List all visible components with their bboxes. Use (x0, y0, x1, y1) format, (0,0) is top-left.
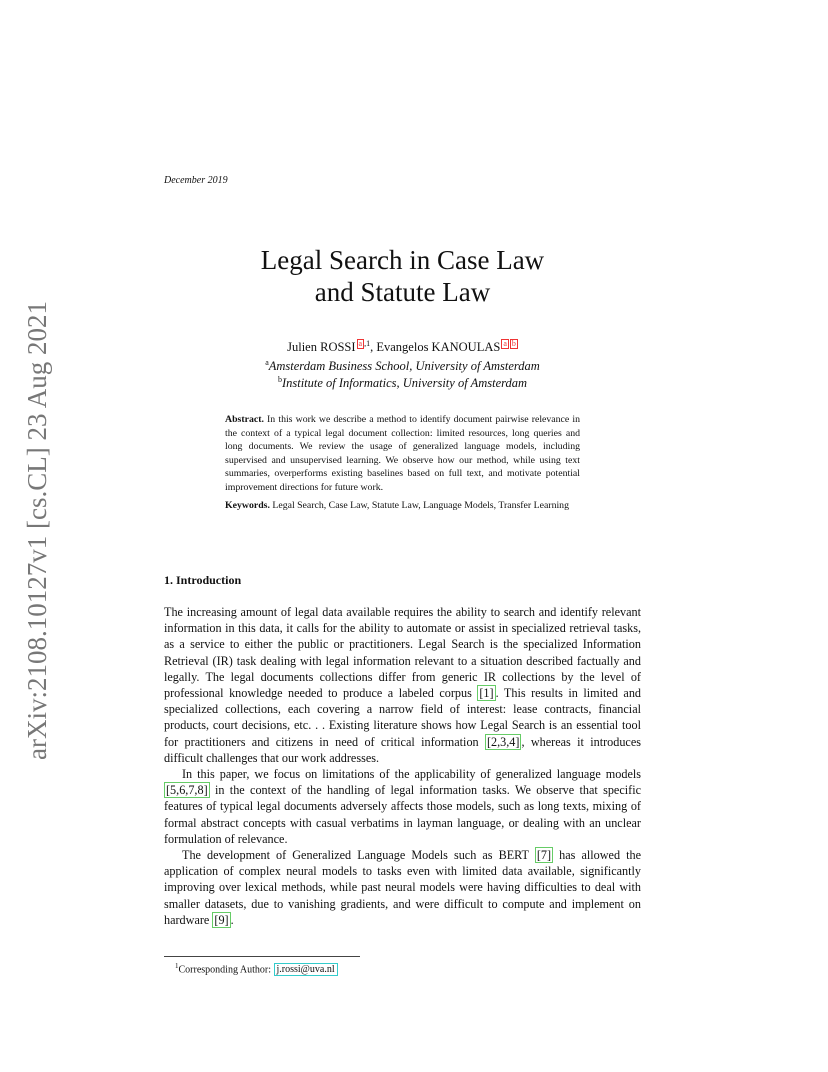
keywords-label: Keywords. (225, 500, 270, 511)
affiliation-mark: b (277, 375, 282, 384)
paragraph-text: The increasing amount of legal data available requires the ability to search and identify relevant information in this data, it calls for the ability to automate or assist in specialized retrieval tasks, as a service to either the public or practitioners. Legal Search is the specialized Information Retrieval (IR) task dealing with legal information relevant to a situation described factually and legally. The legal documents collections differ from generic IR collections by the level of professional knowledge needed to produce a labeled corpus (164, 605, 641, 701)
keywords-text: Legal Search, Case Law, Statute Law, Language Models, Transfer Learning (272, 500, 569, 511)
affiliation-b (164, 375, 641, 391)
email-link[interactable]: j.rossi@uva.nl (274, 963, 338, 976)
affiliation-link[interactable]: b (511, 339, 516, 348)
date: December 2019 (164, 175, 228, 186)
paragraph-text: has allowed the application of complex neural models to tasks even with limited data available, significantly improving over lexical methods, while past neural models were having difficulties to deal with smaller datasets, due to vanishing gradients, and were difficult to compute and implement on hardware (164, 848, 642, 927)
paper-title (164, 244, 641, 308)
paragraph-text: in the context of the handling of legal information tasks. We observe that specific features of typical legal documents adversely affects those models, such as long texts, mixing of formal abstract concepts with casual verbatims in layman language, or dealing with an unclear formulation of relevance. (164, 783, 641, 846)
paragraph-1 (164, 604, 641, 766)
affiliation-text: Amsterdam Business School, University of Amsterdam (268, 359, 540, 374)
footnote (175, 962, 338, 975)
citation-link[interactable]: [7] (536, 848, 552, 863)
paragraph-3 (164, 847, 641, 928)
author-2: Evangelos KANOULAS (376, 340, 501, 355)
author-separator: , (370, 340, 377, 355)
paragraph-text: The development of Generalized Language Models such as BERT (182, 848, 535, 863)
paragraph-text: In this paper, we focus on limitations of the applicability of generalized language models (182, 767, 641, 782)
paragraph-text: . This results in limited and specialized collections, each covering a narrow field of interest: lease contracts, financial products, court decisions, etc. . . Existing literature shows how Legal Search is an essential tool for practitioners and citizens in need of critical information (164, 686, 642, 749)
abstract-text: In this work we describe a method to identify document pairwise relevance in the context of a typical legal document collection: limited resources, long queries and long documents. We review the usage of generalized language models, including supervised and unsupervised learning. We observe how our method, while using text summaries, overperforms existing baselines based on full text, and motivate potential improvement directions for future work. (225, 414, 580, 493)
paragraph-text: , whereas it introduces difficult challenges that our work addresses. (164, 734, 641, 765)
paragraph-text: . (230, 912, 234, 927)
affiliation-link[interactable]: a (358, 339, 363, 348)
title-line-1: Legal Search in Case Law (260, 245, 545, 275)
body-text (164, 604, 641, 928)
citation-link[interactable]: [5,6,7,8] (166, 783, 208, 798)
abstract-label: Abstract. (225, 414, 264, 425)
citation-link[interactable]: [1] (479, 686, 494, 701)
section-heading: 1. Introduction (164, 573, 242, 587)
affiliation-text: Institute of Informatics, University of Amsterdam (281, 376, 528, 391)
title-line-2: and Statute Law (314, 277, 491, 307)
citation-link[interactable]: [9] (214, 912, 229, 927)
footnote-text: Corresponding Author: (178, 964, 274, 976)
footnote-divider (164, 956, 360, 957)
affiliation-link[interactable]: a (503, 339, 507, 348)
footnote-marker: ,1 (364, 339, 371, 348)
keywords (225, 499, 580, 513)
author-list (164, 339, 641, 355)
footnote-mark: 1 (175, 962, 179, 970)
citation-link[interactable]: [2,3,4] (486, 734, 520, 749)
affiliation-a (164, 358, 641, 374)
affiliation-mark: a (265, 358, 269, 367)
paragraph-2 (164, 766, 641, 847)
abstract (225, 413, 580, 495)
arxiv-identifier: arXiv:2108.10127v1 [cs.CL] 23 Aug 2021 (22, 301, 52, 760)
author-1: Julien ROSSI (287, 340, 356, 355)
